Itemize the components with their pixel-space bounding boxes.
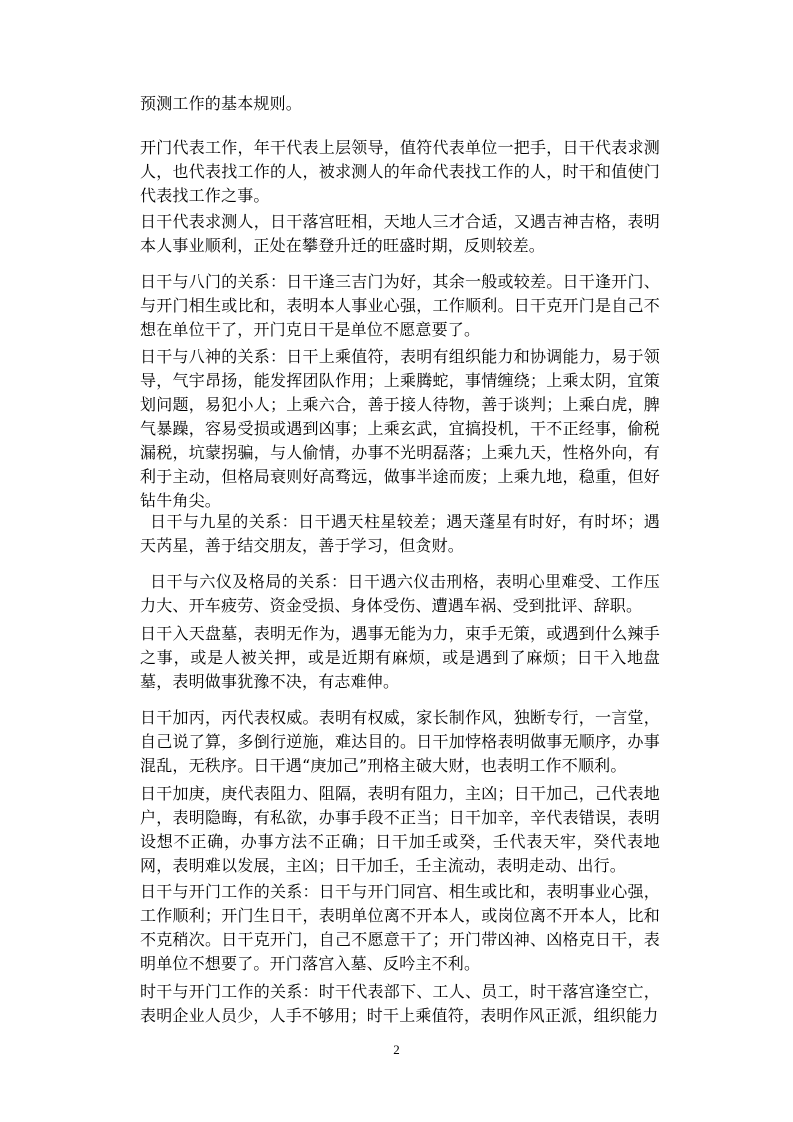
page-number: 2 bbox=[393, 1042, 400, 1057]
paragraph-eight-gods: 日干与八神的关系：日干上乘值符，表明有组织能力和协调能力，易于领导，气宇昂扬，能发挥团队作用；上乘腾蛇，事情缠绕；上乘太阴，宜策划问题，易犯小人；上乘六合，善于接人待物，善于谈判；上乘白虎，脾气暴躁，容易受损或遇到凶事；上乘玄武，宜搞投机，干不正经事，偷税漏税，坑蒙拐骗，与人偷情，办事不光明磊落；上乘九天，性格外向，有利于主动，但格局衰则好高骛远，做事半途而废；上乘九地，稳重，但好钻牛角尖。 bbox=[140, 347, 660, 510]
paragraph-tomb: 日干入天盘墓，表明无作为，遇事无能为力，束手无策，或遇到什么辣手之事，或是人被关押，或是近期有麻烦，或是遇到了麻烦；日干入地盘墓，表明做事犹豫不决，有志难伸。 bbox=[140, 624, 660, 691]
paragraph-six-yi: 日干与六仪及格局的关系：日干遇六仪击刑格，表明心里难受、工作压力大、开车疲劳、资金受损、身体受伤、遭遇车祸、受到批评、辞职。 bbox=[140, 572, 660, 615]
paragraph-day-open-gate: 日干与开门工作的关系：日干与开门同宫、相生或比和，表明事业心强，工作顺利；开门生日干，表明单位离不开本人，或岗位离不开本人，比和不克稍次。日干克开门，自己不愿意干了；开门带凶神、凶格克日干，表明单位不想要了。开门落宫入墓、反吟主不利。 bbox=[140, 882, 660, 973]
paragraph-day-stem: 日干代表求测人，日干落宫旺相，天地人三才合适，又遇吉神吉格，表明本人事业顺利，正处在攀登升迁的旺盛时期，反则较差。 bbox=[140, 212, 660, 255]
paragraph-eight-gates: 日干与八门的关系：日干逢三吉门为好，其余一般或较差。日干逢开门、与开门相生或比和，表明本人事业心强，工作顺利。日干克开门是自己不想在单位干了，开门克日干是单位不愿意要了。 bbox=[140, 272, 660, 339]
paragraph-open-gate: 开门代表工作，年干代表上层领导，值符代表单位一把手，日干代表求测人，也代表找工作的人，被求测人的年命代表找工作的人，时干和值使门代表找工作之事。 bbox=[140, 138, 660, 205]
paragraph-hour-open-gate: 时干与开门工作的关系：时干代表部下、工人、员工，时干落宫逢空亡，表明企业人员少，人手不够用；时干上乘值符，表明作风正派，组织能力 bbox=[140, 982, 660, 1025]
paragraph-geng: 日干加庚，庚代表阻力、阻隔，表明有阻力，主凶；日干加己，己代表地户，表明隐晦，有私欲，办事手段不正当；日干加辛，辛代表错误，表明设想不正确，办事方法不正确；日干加壬或癸，壬代表天牢，癸代表地网，表明难以发展，主凶；日干加壬，壬主流动，表明走动、出行。 bbox=[140, 784, 660, 875]
paragraph-bing: 日干加丙，丙代表权威。表明有权威，家长制作风，独断专行，一言堂，自己说了算，多倒行逆施，难达目的。日干加悖格表明做事无顺序，办事混乱，无秩序。日干遇“庚加己”刑格主破大财，也表明工作不顺利。 bbox=[140, 708, 660, 775]
paragraph-nine-stars: 日干与九星的关系：日干遇天柱星较差；遇天蓬星有时好，有时坏；遇天芮星，善于结交朋友，善于学习，但贪财。 bbox=[140, 512, 660, 555]
paragraph-intro: 预测工作的基本规则。 bbox=[140, 94, 303, 113]
